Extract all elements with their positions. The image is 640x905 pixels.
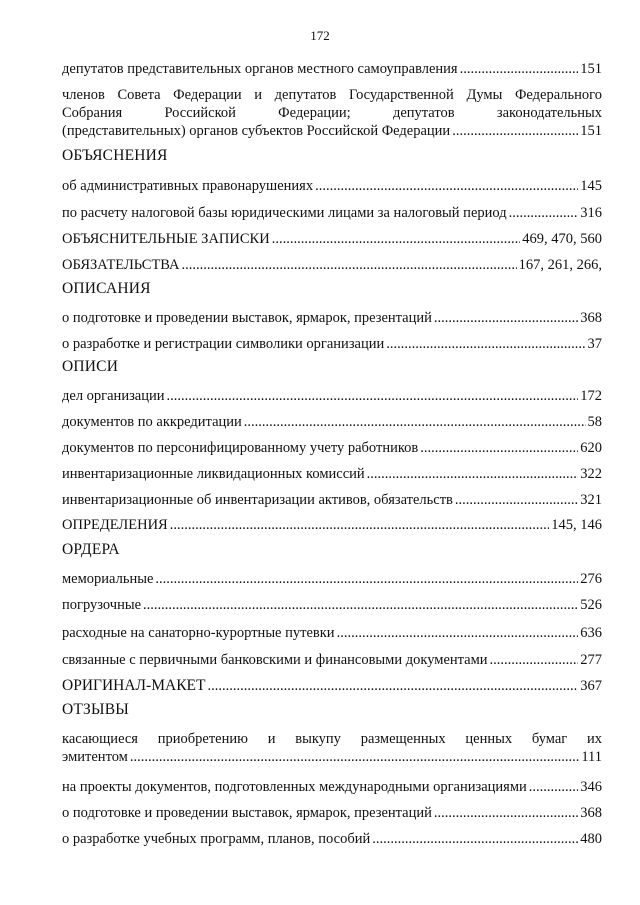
leader-dots [155, 570, 578, 588]
index-entry [62, 60, 602, 78]
entry-page: 368 [580, 310, 602, 326]
index-entry [62, 516, 602, 534]
section-heading: ОБЪЯСНЕНИЯ [62, 147, 168, 164]
leader-dots [460, 60, 579, 78]
entry-text: расходные на санаторно-курортные путевки [62, 625, 335, 641]
entry-text: о разработке учебных программ, планов, пособий [62, 831, 371, 847]
entry-text: инвентаризационные об инвентаризации активов, обязательств [62, 492, 453, 508]
leader-dots [143, 596, 578, 614]
index-entry [62, 596, 602, 614]
entry-text: ОПРЕДЕЛЕНИЯ [62, 517, 168, 533]
section-heading: ОТЗЫВЫ [62, 701, 129, 718]
entry-text: ОРИГИНАЛ-МАКЕТ [62, 677, 206, 694]
entry-text: документов по аккредитации [62, 414, 242, 430]
index-entry-multiline [62, 730, 602, 766]
index-entry [62, 778, 602, 796]
leader-dots [490, 651, 579, 669]
entry-page: 167, 261, 266, [518, 257, 602, 273]
index-entry [62, 570, 602, 588]
entry-page: 469, 470, 560 [522, 231, 602, 247]
entry-page: 145 [580, 178, 602, 194]
leader-dots [434, 804, 578, 822]
entry-text: о разработке и регистрации символики организации [62, 336, 385, 352]
entry-page: 111 [581, 749, 602, 765]
leader-dots [509, 204, 579, 222]
index-entry [62, 230, 602, 248]
leader-dots [529, 778, 578, 796]
index-entry [62, 491, 602, 509]
entry-text: об административных правонарушениях [62, 178, 314, 194]
entry-line: членов Совета Федерации и депутатов Государственной Думы Федерального [62, 87, 602, 103]
entry-page: 316 [580, 205, 602, 221]
index-entry [62, 830, 602, 848]
leader-dots [182, 256, 517, 274]
entry-page: 526 [580, 597, 602, 613]
index-entry [62, 624, 602, 642]
leader-dots [434, 309, 578, 327]
entry-line [62, 122, 602, 140]
entry-text: документов по персонифицированному учету работников [62, 440, 419, 456]
entry-page: 367 [580, 678, 602, 694]
index-entry [62, 804, 602, 822]
entry-line: Собрания Российской Федерации; депутатов законодательных [62, 105, 602, 121]
entry-page: 321 [580, 492, 602, 508]
entry-text: ОБЪЯСНИТЕЛЬНЫЕ ЗАПИСКИ [62, 231, 270, 247]
index-entry [62, 465, 602, 483]
entry-page: 172 [580, 388, 602, 404]
leader-dots [207, 677, 578, 695]
entry-page: 276 [580, 571, 602, 587]
entry-text: по расчету налоговой базы юридическими лицами за налоговый период [62, 205, 507, 221]
leader-dots [272, 230, 521, 248]
leader-dots [386, 335, 585, 353]
index-entry [62, 256, 602, 274]
entry-text: эмитентом [62, 749, 128, 765]
index-entry [62, 439, 602, 457]
entry-page: 480 [580, 831, 602, 847]
leader-dots [315, 177, 578, 195]
section-heading: ОРДЕРА [62, 541, 120, 558]
leader-dots [170, 516, 550, 534]
index-entry [62, 677, 602, 695]
index-entry [62, 335, 602, 353]
leader-dots [167, 387, 579, 405]
leader-dots [420, 439, 578, 457]
entry-page: 346 [580, 779, 602, 795]
entry-page: 145, 146 [551, 517, 602, 533]
section-heading: ОПИСИ [62, 358, 119, 375]
entry-page: 620 [580, 440, 602, 456]
entry-text: ОБЯЗАТЕЛЬСТВА [62, 257, 180, 273]
entry-line [62, 748, 602, 766]
entry-page: 151 [580, 61, 602, 77]
leader-dots [244, 413, 586, 431]
leader-dots [372, 830, 578, 848]
entry-text: дел организации [62, 388, 165, 404]
index-entry-multiline [62, 86, 602, 140]
entry-page: 322 [580, 466, 602, 482]
index-entry [62, 309, 602, 327]
leader-dots [367, 465, 579, 483]
entry-page: 277 [580, 652, 602, 668]
entry-page: 368 [580, 805, 602, 821]
entry-page: 37 [587, 336, 602, 352]
entry-text: погрузочные [62, 597, 142, 613]
leader-dots [130, 748, 579, 766]
entry-text: депутатов представительных органов местного самоуправления [62, 61, 458, 77]
entry-line: касающиеся приобретению и выкупу размещенных ценных бумаг их [62, 731, 602, 747]
entry-text: о подготовке и проведении выставок, ярмарок, презентаций [62, 310, 432, 326]
entry-text: инвентаризационные ликвидационных комиссий [62, 466, 365, 482]
leader-dots [337, 624, 579, 642]
entry-text: о подготовке и проведении выставок, ярмарок, презентаций [62, 805, 432, 821]
index-entry [62, 387, 602, 405]
entry-text: (представительных) органов субъектов Российской Федерации [62, 123, 451, 139]
entry-text: мемориальные [62, 571, 154, 587]
entry-text: связанные с первичными банковскими и финансовыми документами [62, 652, 488, 668]
entry-text: на проекты документов, подготовленных международными организациями [62, 779, 527, 795]
index-entry [62, 413, 602, 431]
index-entry [62, 177, 602, 195]
leader-dots [452, 122, 578, 140]
index-entry [62, 651, 602, 669]
leader-dots [455, 491, 578, 509]
section-heading: ОПИСАНИЯ [62, 280, 151, 297]
index-entry [62, 204, 602, 222]
page-number: 172 [310, 28, 330, 43]
entry-page: 151 [580, 123, 602, 139]
entry-page: 636 [580, 625, 602, 641]
entry-page: 58 [587, 414, 602, 430]
